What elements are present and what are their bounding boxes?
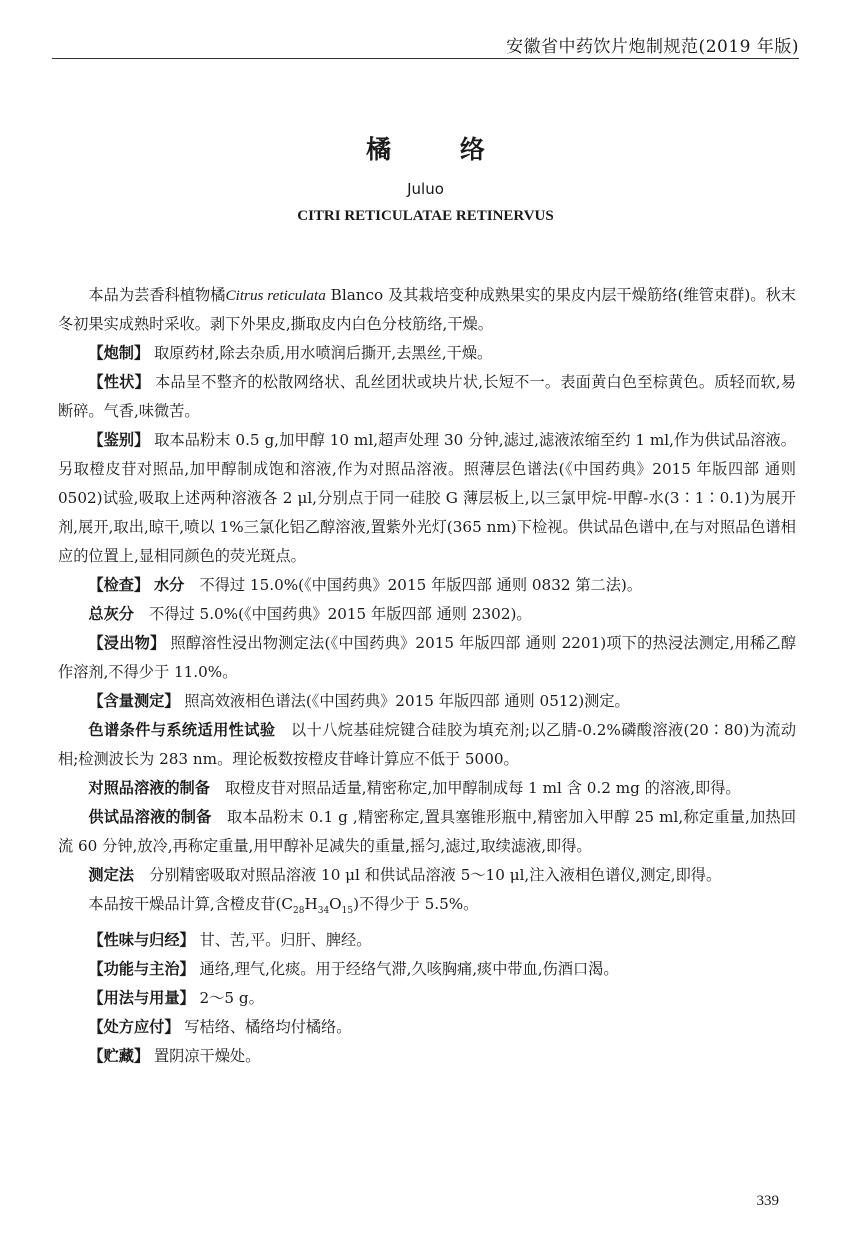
page-number: 339	[756, 1193, 779, 1209]
section-tag: 【含量测定】	[88, 692, 180, 710]
section-text: 2～5 g。	[199, 989, 264, 1008]
section-text: 不得过 15.0%(《中国药典》2015 年版四部 通则 0832 第二法)。	[199, 576, 643, 594]
section-text: 分别精密吸取对照品溶液 10 μl 和供试品溶液 5～10 μl,注入液相色谱仪,测定,即得。	[149, 866, 722, 884]
formula-text: H	[304, 895, 318, 913]
section-tag: 【性味与归经】	[88, 931, 195, 950]
prescription-section	[58, 1013, 796, 1042]
running-header-title: 安徽省中药饮片炮制规范(2019 年版)	[506, 37, 799, 57]
section-text: 取本品粉末 0.1 g ,精密称定,置具塞锥形瓶中,精密加入甲醇 25 ml,称定重量,加热回流 60 分钟,放冷,再称定重量,用甲醇补足减失的重量,摇匀,滤过,取续滤液,即得。	[58, 808, 797, 855]
section-tag: 【检查】	[88, 576, 150, 594]
dosage-section	[58, 984, 796, 1013]
monograph-title: 橘 络	[366, 135, 515, 164]
nature-section	[58, 926, 796, 955]
section-text: 写桔络、橘络均付橘络。	[184, 1018, 352, 1037]
formula-text: O	[329, 895, 342, 913]
section-tag: 【浸出物】	[88, 634, 166, 652]
pinyin-name: Juluo	[407, 180, 444, 198]
section-tag: 【处方应付】	[88, 1018, 180, 1037]
reference-solution-section	[58, 774, 796, 803]
content-limit	[58, 890, 796, 926]
subsection-label: 水分	[153, 576, 185, 594]
section-text: 取橙皮苷对照品适量,精密称定,加甲醇制成每 1 ml 含 0.2 mg 的溶液,即得。	[225, 779, 741, 797]
intro-paragraph	[58, 281, 796, 339]
extract-section	[58, 629, 796, 687]
section-text: 不得过 5.0%(《中国药典》2015 年版四部 通则 2302)。	[149, 605, 532, 623]
section-text: 置阴凉干燥处。	[153, 1047, 261, 1066]
section-tag: 【性状】	[88, 373, 150, 391]
section-text: 以十八烷基硅烷键合硅胶为填充剂;以乙腈-0.2%磷酸溶液(20∶80)为流动相;检测波长为 283 nm。理论板数按橙皮苷峰计算应不低于 5000。	[58, 721, 797, 768]
section-text: 甘、苦,平。归肝、脾经。	[199, 931, 372, 950]
latin-name: CITRI RETICULATAE RETINERVUS	[297, 208, 554, 224]
section-text: 本品呈不整齐的松散网络状、乱丝团状或块片状,长短不一。表面黄白色至棕黄色。质轻而软,易断碎。气香,味微苦。	[58, 373, 797, 420]
method-section	[58, 861, 796, 890]
test-solution-section	[58, 803, 796, 861]
subsection-label: 对照品溶液的制备	[88, 779, 210, 797]
formula-text: )不得少于 5.5%。	[353, 895, 479, 913]
section-text: 取原药材,除去杂质,用水喷润后撕开,去黑丝,干燥。	[153, 344, 493, 362]
running-header	[52, 0, 799, 59]
subscript: 28	[293, 906, 305, 917]
identification-section	[58, 426, 796, 571]
inspection-section	[58, 571, 796, 600]
section-text: 照醇溶性浸出物测定法(《中国药典》2015 年版四部 通则 2201)项下的热浸法测定,用稀乙醇作溶剂,不得少于 11.0%。	[58, 634, 797, 681]
section-text: 通络,理气,化痰。用于经络气滞,久咳胸痛,痰中带血,伤酒口渴。	[199, 960, 619, 979]
description-section	[58, 368, 796, 426]
section-text: 照高效液相色谱法(《中国药典》2015 年版四部 通则 0512)测定。	[184, 692, 630, 710]
monograph-body	[58, 281, 796, 1071]
species-name: Citrus reticulata	[225, 287, 326, 304]
storage-section	[58, 1042, 796, 1071]
chromatography-section	[58, 716, 796, 774]
subsection-label: 色谱条件与系统适用性试验	[88, 721, 276, 739]
section-tag: 【炮制】	[88, 344, 150, 362]
subsection-label: 供试品溶液的制备	[88, 808, 212, 826]
section-tag: 【功能与主治】	[88, 960, 195, 979]
subsection-label: 总灰分	[88, 605, 134, 623]
section-text: 取本品粉末 0.5 g,加甲醇 10 ml,超声处理 30 分钟,滤过,滤液浓缩至约 1 ml,作为供试品溶液。另取橙皮苷对照品,加甲醇制成饱和溶液,作为对照品溶液。照薄层色谱法(《中国药典》2015 年版四部 通则 0502)试验,吸取上述两种溶液各 2 μl,分别点于同一硅胶 G 薄层板上,以三氯甲烷-甲醇-水(3∶1∶0.1)为展开剂,展开,取出,晾干,喷以 1%三氯化铝乙醇溶液,置紫外光灯(365 nm)下检视。供试品色谱中,在与对照品色谱相应的位置上,显相同颜色的荧光斑点。	[58, 431, 796, 565]
function-section	[58, 955, 796, 984]
section-tag: 【鉴别】	[88, 431, 150, 449]
subscript: 15	[341, 906, 354, 917]
intro-text: 本品为芸香科植物橘	[88, 286, 226, 304]
formula-text: 本品按干燥品计算,含橙皮苷(C	[88, 895, 294, 913]
total-ash-section	[58, 600, 796, 629]
section-tag: 【用法与用量】	[88, 989, 195, 1008]
intro-text-2: Blanco 及其栽培变种成熟果实的果皮内层干燥筋络(维管束群)。秋末冬初果实成熟时采收。剥下外果皮,撕取皮内白色分枝筋络,干燥。	[58, 286, 796, 333]
subscript: 34	[317, 906, 330, 917]
assay-section	[58, 687, 796, 716]
processing-section	[58, 339, 796, 368]
subsection-label: 测定法	[88, 866, 134, 884]
section-tag: 【贮藏】	[88, 1047, 150, 1066]
